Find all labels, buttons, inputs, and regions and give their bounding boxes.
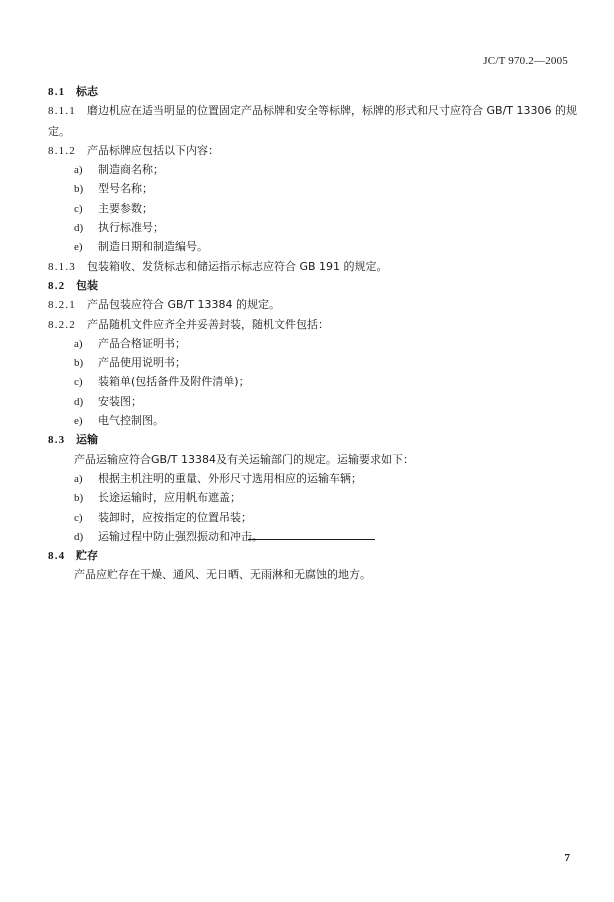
list-marker: e)	[74, 241, 83, 254]
clause-text: 产品标牌应包括以下内容：	[87, 143, 219, 157]
list-text: 安装图；	[98, 394, 142, 408]
list-text: 执行标准号；	[98, 221, 164, 235]
list-item	[48, 469, 578, 488]
section-number: 8.2	[48, 279, 66, 292]
list-item	[48, 353, 578, 372]
list-text: 产品合格证明书；	[98, 336, 186, 350]
list-item	[48, 199, 578, 218]
section-8-1-heading	[48, 82, 578, 101]
clause-number: 8.2.1	[48, 299, 76, 312]
list-item	[48, 411, 578, 430]
list-text: 制造商名称；	[98, 163, 164, 177]
clause-number: 8.1.3	[48, 260, 76, 273]
section-8-3-intro: 产品运输应符合GB/T 13384及有关运输部门的规定。运输要求如下：	[74, 452, 414, 466]
section-title: 运输	[76, 433, 98, 447]
clause-number: 8.2.2	[48, 318, 76, 331]
section-title: 标志	[76, 85, 98, 98]
section-8-4-text: 产品应贮存在干燥、通风、无日晒、无雨淋和无腐蚀的地方。	[74, 568, 371, 582]
list-item	[48, 372, 578, 391]
section-8-4-heading	[48, 546, 578, 565]
list-text: 运输过程中防止强烈振动和冲击。	[98, 529, 263, 543]
clause-text: 包装箱收、发货标志和储运指示标志应符合 GB 191 的规定。	[87, 259, 388, 273]
document-body	[48, 82, 578, 585]
list-marker: b)	[74, 183, 84, 196]
clause-text: 磨边机应在适当明显的位置固定产品标牌和安全等标牌，标牌的形式和尺寸应符合 GB/T 13306 的规定。	[48, 104, 577, 138]
section-title: 包装	[76, 278, 98, 292]
list-item	[48, 237, 578, 256]
list-marker: b)	[74, 357, 84, 370]
clause-8-1-2	[48, 141, 578, 160]
list-item	[48, 179, 578, 198]
list-marker: d)	[74, 530, 84, 543]
section-title: 贮存	[76, 549, 98, 563]
list-marker: e)	[74, 415, 83, 428]
list-item	[48, 218, 578, 237]
list-marker: c)	[74, 511, 83, 524]
end-divider	[248, 539, 375, 540]
list-text: 产品使用说明书；	[98, 356, 186, 370]
clause-8-2-2	[48, 315, 578, 334]
clause-text: 产品包装应符合 GB/T 13384 的规定。	[87, 298, 280, 312]
list-text: 电气控制图。	[98, 414, 164, 428]
standard-code: JC/T 970.2—2005	[483, 55, 568, 67]
list-item	[48, 488, 578, 507]
clause-8-2-1	[48, 295, 578, 314]
list-item	[48, 334, 578, 353]
list-text: 型号名称；	[98, 182, 153, 196]
list-marker: b)	[74, 492, 84, 505]
list-marker: c)	[74, 376, 83, 389]
list-item	[48, 392, 578, 411]
clause-number: 8.1.1	[48, 105, 76, 118]
list-item	[48, 527, 578, 546]
list-marker: c)	[74, 202, 83, 215]
list-text: 主要参数；	[98, 201, 153, 215]
clause-number: 8.1.2	[48, 144, 76, 157]
list-marker: d)	[74, 395, 84, 408]
list-marker: a)	[74, 164, 83, 177]
list-text: 装卸时，应按指定的位置吊装；	[98, 510, 252, 524]
section-8-3-heading	[48, 430, 578, 449]
list-marker: a)	[74, 337, 83, 350]
list-text: 根据主机注明的重量、外形尺寸选用相应的运输车辆；	[98, 471, 362, 485]
list-item	[48, 508, 578, 527]
clause-8-1-1	[48, 101, 578, 141]
section-number: 8.4	[48, 550, 66, 563]
list-item	[48, 160, 578, 179]
list-text: 制造日期和制造编号。	[98, 240, 208, 254]
section-number: 8.3	[48, 434, 66, 447]
clause-text: 产品随机文件应齐全并妥善封装，随机文件包括：	[87, 317, 329, 331]
page-number: 7	[564, 852, 570, 864]
clause-8-1-3	[48, 257, 578, 276]
list-text: 长途运输时，应用帆布遮盖；	[98, 491, 241, 505]
list-marker: d)	[74, 222, 84, 235]
list-marker: a)	[74, 472, 83, 485]
list-text: 装箱单(包括备件及附件清单)；	[98, 375, 250, 389]
section-number: 8.1	[48, 86, 66, 98]
section-8-2-heading	[48, 276, 578, 295]
